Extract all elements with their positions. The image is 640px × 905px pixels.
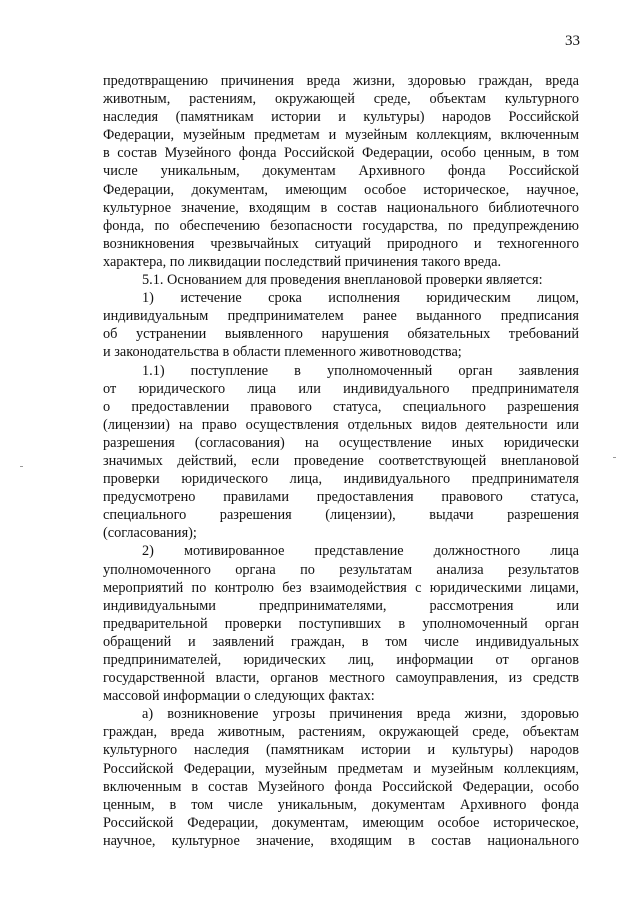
text-line: 1.1) поступление в уполномоченный орган заявления bbox=[142, 362, 579, 379]
text-line: государственной власти, органов местного самоуправления, из средств bbox=[103, 670, 579, 687]
text-line: научное, культурное значение, входящим в состав национального bbox=[103, 832, 579, 849]
document-body bbox=[103, 72, 579, 850]
text-line: в состав Музейного фонда Российской Федерации, особо ценным, в том bbox=[103, 145, 579, 162]
text-line: 5.1. Основанием для проведения внеплановой проверки является: bbox=[142, 272, 543, 289]
text-line: 2) мотивированное представление должностного лица bbox=[142, 543, 579, 560]
text-line: индивидуальными предпринимателями, рассмотрения или bbox=[103, 597, 579, 614]
margin-mark-left bbox=[20, 466, 23, 467]
text-line: специального разрешения (лицензии), выдачи разрешения bbox=[103, 507, 579, 524]
text-line: проверки юридического лица, индивидуального предпринимателя bbox=[103, 471, 579, 488]
text-line: включенным в состав Музейного фонда Российской Федерации, особо bbox=[103, 778, 579, 795]
text-line: мероприятий по контролю без взаимодействия с юридическими лицами, bbox=[103, 579, 579, 596]
text-line: (лицензии) на право осуществления отдельных видов деятельности или bbox=[103, 416, 579, 433]
text-line: предварительной проверки поступивших в уполномоченный орган bbox=[103, 615, 579, 632]
text-line: культурное значение, входящим в состав национального библиотечного bbox=[103, 199, 579, 216]
text-line: граждан, вреда животным, растениям, окружающей среде, объектам bbox=[103, 724, 579, 741]
margin-mark-right bbox=[613, 457, 616, 458]
text-line: об устранении выявленного нарушения обязательных требований bbox=[103, 326, 579, 343]
text-line: наследия (памятникам истории и культуры) народов Российской bbox=[103, 109, 579, 126]
text-line: предпринимателей, юридических лиц, информации от органов bbox=[103, 652, 579, 668]
text-line: Федерации, музейным предметам и музейным коллекциям, включенным bbox=[103, 127, 579, 144]
text-line: 1) истечение срока исполнения юридическим лицом, bbox=[142, 290, 579, 307]
text-line: а) возникновение угрозы причинения вреда жизни, здоровью bbox=[142, 706, 579, 723]
text-line: уполномоченного органа по результатам анализа результатов bbox=[103, 561, 579, 578]
text-line: Российской Федерации, музейным предметам и музейным коллекциям, bbox=[103, 760, 579, 777]
text-line: разрешения (согласования) на осуществление иных юридически bbox=[103, 434, 579, 451]
text-line: обращений и заявлений граждан, в том числе индивидуальных bbox=[103, 633, 579, 650]
text-line: о предоставлении правового статуса, специального разрешения bbox=[103, 398, 579, 415]
page-number: 33 bbox=[565, 33, 580, 49]
text-line: возникновения чрезвычайных ситуаций природного и техногенного bbox=[103, 235, 579, 252]
text-line: культурного наследия (памятникам истории и культуры) народов bbox=[103, 742, 579, 759]
text-line: ценным, в том числе уникальным, документам Архивного фонда bbox=[103, 796, 579, 813]
text-line: Федерации, документам, имеющим особое историческое, научное, bbox=[103, 181, 579, 198]
text-line: животным, растениям, окружающей среде, объектам культурного bbox=[103, 91, 579, 108]
text-line: предотвращению причинения вреда жизни, здоровью граждан, вреда bbox=[103, 73, 579, 89]
text-line: от юридического лица или индивидуального предпринимателя bbox=[103, 380, 579, 397]
text-line: индивидуальным предпринимателем ранее выданного предписания bbox=[103, 308, 579, 325]
text-line: фонда, по обеспечению безопасности государства, по предупреждению bbox=[103, 217, 579, 234]
text-line: и законодательства в области племенного животноводства; bbox=[103, 344, 462, 361]
text-line: числе уникальным, документам Архивного фонда Российской bbox=[103, 163, 579, 180]
text-line: значимых действий, если проведение соответствующей внеплановой bbox=[103, 452, 579, 469]
text-line: Российской Федерации, документам, имеющим особое историческое, bbox=[103, 814, 579, 831]
text-line: массовой информации о следующих фактах: bbox=[103, 688, 375, 705]
text-line: предусмотрено правилами предоставления правового статуса, bbox=[103, 489, 579, 506]
text-line: характера, по ликвидации последствий причинения такого вреда. bbox=[103, 253, 502, 270]
text-line: (согласования); bbox=[103, 525, 197, 542]
